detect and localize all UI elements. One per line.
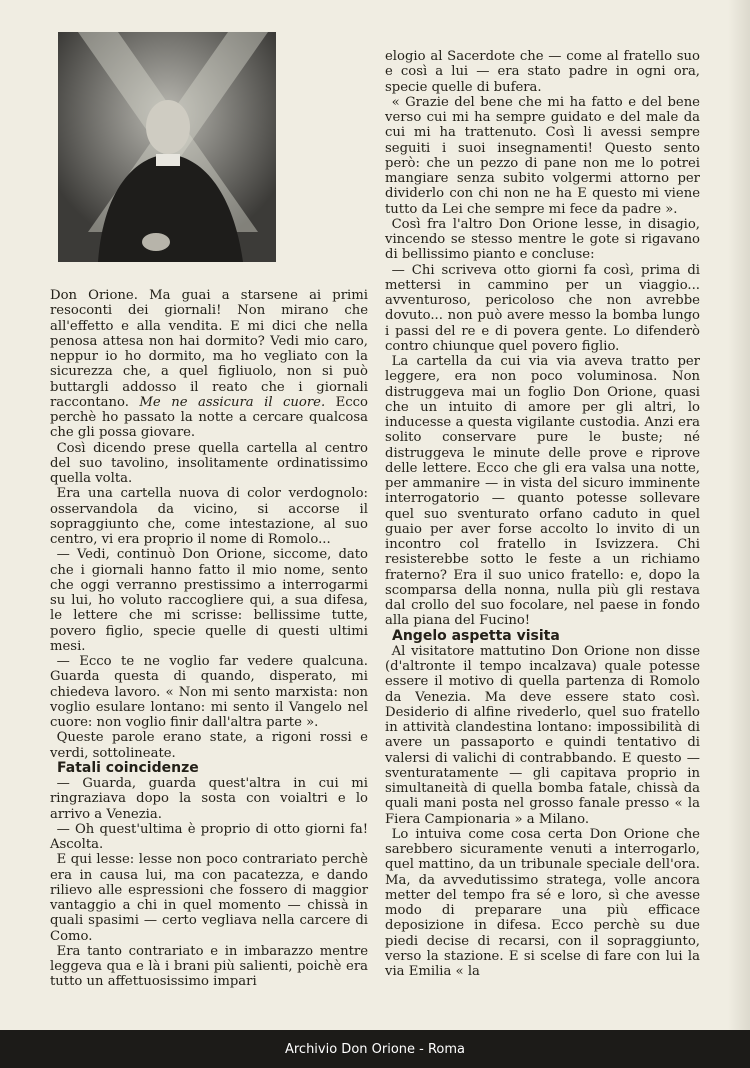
paragraph: Era tanto contrariato e in imbarazzo mentre leggeva qua e là i brani più salienti, poichè era tutto un affettuosissimo impari — [50, 943, 368, 990]
paragraph: Lo intuiva come cosa certa Don Orione che sarebbero sicuramente venuti a interrogarlo, quel mattino, da un tribunale speciale dell'ora. Ma, da avvedutissimo stratega, volle ancora metter del tempo fra sé e loro, sì che avesse modo di preparare una più efficace deposizione in difesa. Ecco perchè su due piedi decise di recarsi, con il sopraggiunto, verso la stazione. E si scelse di fare con lui la via Emilia « la — [385, 826, 700, 979]
paragraph: Così fra l'altro Don Orione lesse, in disagio, vincendo se stesso mentre le gote si rigavano di bellissimo pianto e concluse: — [385, 216, 700, 263]
paragraph: Al visitatore mattutino Don Orione non disse (d'altronte il tempo incalzava) quale potesse essere il motivo di quella partenza di Romolo da Venezia. Ma deve essere stato così. Desiderio di alfine rivederlo, quel suo fratello in attività clandestina lontano: impossibilità di avere un passaporto e quindi tentativo di valersi di valichi di contrabbando. E questo — sventuratamente — gli capitava proprio in simultaneità di quella bomba fatale, chissà da quali mani posta nel grosso fanale presso « la Fiera Campionaria » a Milano. — [385, 643, 700, 827]
paragraph: Era una cartella nuova di color verdognolo: osservandola da vicino, si accorse il sopraggiunto che, come intestazione, al suo centro, vi era proprio il nome di Romolo... — [50, 486, 368, 547]
section-heading: Fatali coincidenze — [57, 759, 199, 776]
paragraph: — Ecco te ne voglio far vedere qualcuna. Guarda questa di quando, disperato, mi chiedeva lavoro. « Non mi sento marxista: non voglio esulare lontano: mi sento il Vangelo nel cuore: non voglio finir dall'altra parte ». — [50, 654, 368, 730]
paragraph: — Oh quest'ultima è proprio di otto giorni fa! Ascolta. — [50, 821, 368, 852]
page-edge — [728, 0, 750, 1030]
paragraph: « Grazie del bene che mi ha fatto e del bene verso cui mi ha sempre guidato e del male da cui mi ha trattenuto. Così li avessi sempre seguiti i suoi insegnamenti! Questo sento però: che un pezzo di pane non me lo potrei mangiare senza subito volgermi attorno per dividerlo con chi non ne ha E questo mi viene tutto da Lei che sempre mi fece da padre ». — [385, 94, 700, 217]
paragraph: Queste parole erano state, a rigoni rossi e verdi, sottolineate. — [50, 730, 368, 761]
paragraph: — Chi scriveva otto giorni fa così, prima di mettersi in cammino per un viaggio... avventuroso, pericoloso che non avrebbe dovuto... non può avere messo la bomba lungo i passi del re e di povera gente. Lo difenderò contro chiunque quel povero figlio. — [385, 262, 700, 354]
section-heading: Angelo aspetta visita — [392, 627, 560, 644]
paragraph: — Vedi, continuò Don Orione, siccome, dato che i giornali hanno fatto il mio nome, sento che oggi verranno prestissimo a interrogarmi su lui, ho voluto raccogliere qui, a sua difesa, le lettere che mi scrisse: bellissime tutte, povero figlio, specie quelle di questi ultimi mesi. — [50, 547, 368, 654]
paragraph: Così dicendo prese quella cartella al centro del suo tavolino, insolitamente ordinatissimo quella volta. — [50, 440, 368, 486]
archive-footer — [0, 1030, 750, 1068]
paragraph: — Guarda, guarda quest'altra in cui mi ringraziava dopo la sosta con voialtri e lo arrivo a Venezia. — [50, 776, 368, 822]
paragraph: elogio al Sacerdote che — come al fratello suo e così a lui — era stato padre in ogni ora, specie quelle di bufera. — [385, 49, 700, 95]
paragraph: Don Orione. Ma guai a starsene ai primi resoconti dei giornali! Non mirano che all'effetto e alla vendita. E mi dici che nella penosa attesa non hai dormito? Vedi mio caro, neppur io ho dormito, ma ho vegliato con la sicurezza che, a quel figliuolo, non si può buttargli addosso il reato che i giornali raccontano. Me ne assicura il cuore. Ecco perchè ho passato la notte a cercare qualcosa che gli possa giovare. — [50, 288, 368, 441]
paragraph: La cartella da cui via via aveva tratto per leggere, era non poco voluminosa. Non distruggeva mai un foglio Don Orione, quasi che un intuito di amore per gli altri, lo inducesse a questa vigilante custodia. Anzi era solito conservare pure le buste; né distruggeva le minute delle prove e riprove delle lettere. Ecco che gli era valsa una notte, per ammanire — in vista del sicuro imminente interrogatorio — quanto potesse sollevare quel suo sventurato orfano caduto in quel guaio per aver forse accolto lo invito di un incontro col fratello in Isvizzera. Chi resisterebbe sotto le feste a un richiamo fraterno? Era il suo unico fratello: e, dopo la scomparsa della nonna, nulla più gli restava dal crollo del suo focolare, nel paese in fondo alla piana del Fucino! — [385, 354, 700, 629]
footer-text: Archivio Don Orione - Roma — [284, 1041, 466, 1057]
right-text — [385, 49, 700, 979]
paragraph: E qui lesse: lesse non poco contrariato perchè era in causa lui, ma con pacatezza, e dando rilievo alle espressioni che fossero di maggior vantaggio a chi in quel momento — chissà in quali spasimi — certo vegliava nella carcere di Como. — [50, 852, 368, 944]
left-text — [50, 288, 368, 990]
priest-photo — [58, 32, 276, 262]
